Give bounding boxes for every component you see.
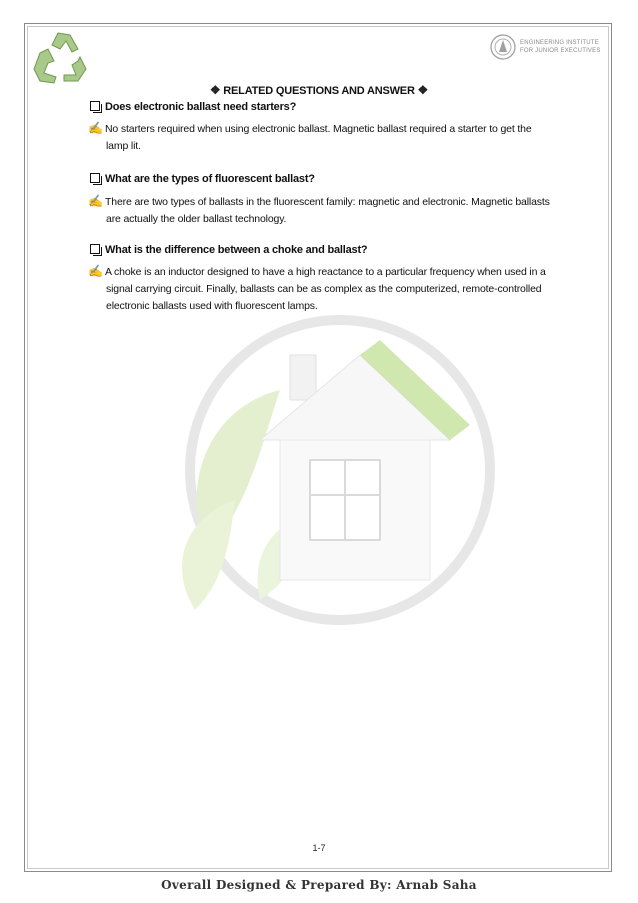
question-1-text: Does electronic ballast need starters?: [105, 101, 297, 113]
checkbox-icon: [90, 173, 100, 183]
checkbox-icon: [90, 101, 100, 111]
institute-line1: ENGINEERING INSTITUTE: [520, 40, 599, 46]
page-number: 1-7: [312, 843, 326, 853]
answer-3: [88, 263, 572, 315]
diamond-icon: ❖: [417, 83, 429, 97]
checkbox-icon: [90, 244, 100, 254]
section-title: [0, 83, 638, 97]
institute-line2: FOR JUNIOR EXECUTIVES: [520, 48, 601, 54]
diamond-icon: ❖: [209, 83, 221, 97]
pencil-icon: ✍: [88, 194, 103, 208]
institute-logo: [490, 34, 601, 60]
pencil-icon: ✍: [88, 264, 103, 278]
pencil-icon: ✍: [88, 121, 103, 135]
question-3: [90, 244, 367, 256]
question-2: [90, 173, 315, 185]
answer-1-line2: lamp lit.: [106, 140, 141, 152]
answer-2-line1: There are two types of ballasts in the fluorescent family: magnetic and electronic. Magnetic ballasts: [105, 196, 550, 208]
section-title-text: RELATED QUESTIONS AND ANSWER: [223, 85, 415, 97]
question-2-text: What are the types of fluorescent ballast?: [105, 173, 315, 185]
footer-credit: Overall Designed & Prepared By: Arnab Saha: [161, 878, 477, 892]
answer-1-line1: No starters required when using electronic ballast. Magnetic ballast required a starter to get the: [105, 123, 532, 135]
answer-2-line2: are actually the older ballast technology.: [106, 213, 287, 225]
answer-3-line3: electronic ballasts used with fluorescent lamps.: [106, 300, 318, 312]
question-1: [90, 101, 296, 113]
institute-emblem: [490, 34, 516, 60]
answer-3-line2: signal carrying circuit. Finally, ballasts can be as complex as the computerized, remote-controlled: [106, 283, 542, 295]
answer-1: [88, 120, 572, 155]
answer-2: [88, 193, 572, 228]
house-watermark: [140, 300, 500, 660]
question-3-text: What is the difference between a choke and ballast?: [105, 244, 368, 256]
answer-3-line1: A choke is an inductor designed to have a high reactance to a particular frequency when used in a: [105, 266, 546, 278]
institute-name: [520, 39, 601, 55]
